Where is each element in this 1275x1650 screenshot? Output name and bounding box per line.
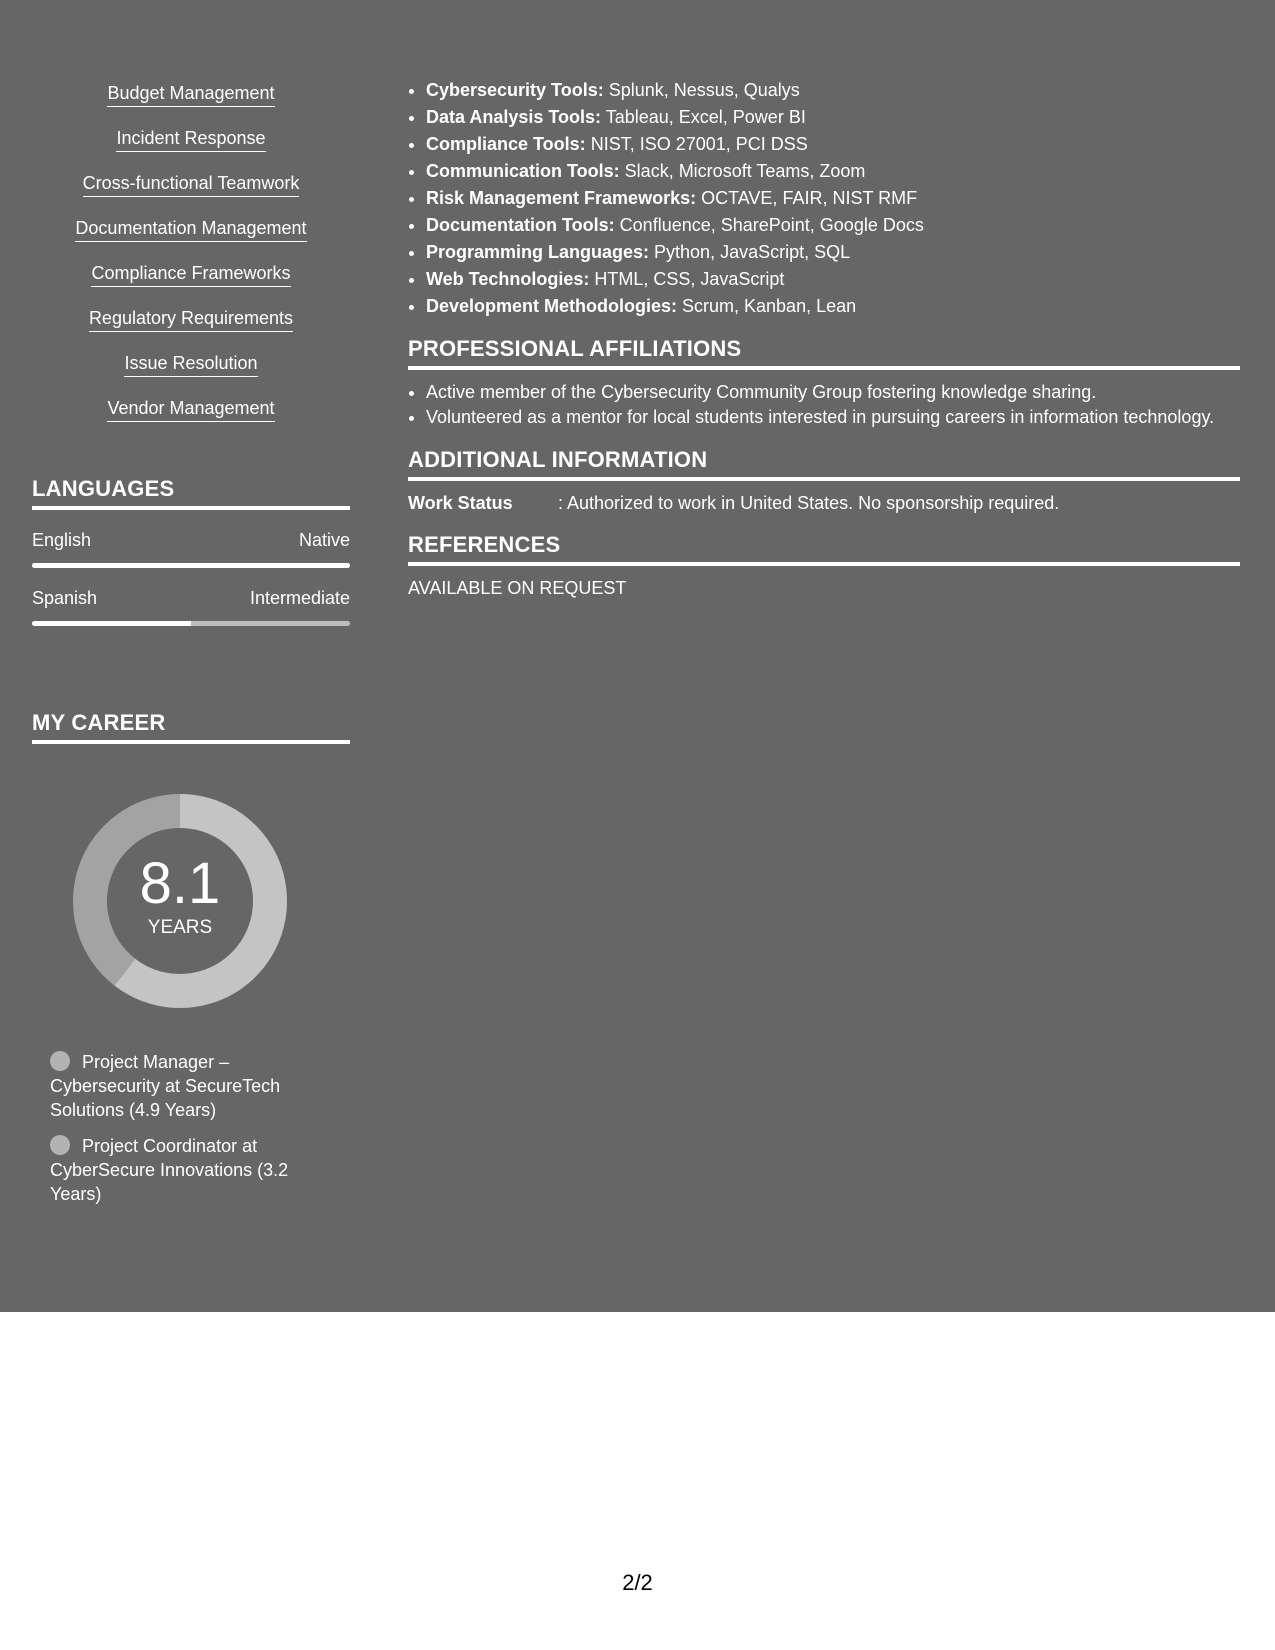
tool-label: Development Methodologies: (426, 296, 678, 316)
tool-value: Scrum, Kanban, Lean (677, 296, 857, 316)
skill-item (32, 352, 350, 397)
career-total-value: 8.1 (139, 851, 221, 916)
skill-item (32, 82, 350, 127)
tool-item (426, 105, 1240, 129)
tool-label: Programming Languages: (426, 242, 650, 262)
skill-label: Budget Management (107, 82, 274, 107)
work-status-label: Work Status (408, 493, 513, 513)
tool-value: Python, JavaScript, SQL (649, 242, 851, 262)
tool-value: Splunk, Nessus, Qualys (603, 80, 800, 100)
tool-item (426, 186, 1240, 210)
career-donut-chart (65, 786, 295, 1016)
language-name: Spanish (32, 588, 98, 608)
skills-list (32, 82, 350, 442)
skill-item (32, 307, 350, 352)
language-spanish (32, 588, 350, 626)
tool-value: Tableau, Excel, Power BI (601, 107, 806, 127)
career-legend (50, 1050, 310, 1206)
language-english (32, 530, 350, 568)
references-text: AVAILABLE ON REQUEST (408, 578, 627, 598)
tool-item (426, 294, 1240, 318)
skill-label: Cross-functional Teamwork (83, 172, 300, 197)
tool-label: Web Technologies: (426, 269, 590, 289)
language-proficiency-bar (32, 621, 350, 626)
tool-label: Documentation Tools: (426, 215, 615, 235)
work-status-row (408, 493, 1240, 514)
language-name: English (32, 530, 92, 550)
tool-item (426, 213, 1240, 237)
left-column (32, 82, 350, 1218)
language-level: Intermediate (249, 588, 350, 608)
affiliations-heading: PROFESSIONAL AFFILIATIONS (408, 336, 1240, 370)
tool-item (426, 132, 1240, 156)
skill-item (32, 217, 350, 262)
tool-label: Data Analysis Tools: (426, 107, 602, 127)
skill-label: Compliance Frameworks (91, 262, 290, 287)
tool-label: Communication Tools: (426, 161, 620, 181)
language-proficiency-fill (32, 621, 191, 626)
skill-label: Documentation Management (75, 217, 306, 242)
tool-value: OCTAVE, FAIR, NIST RMF (696, 188, 918, 208)
page-number: 2/2 (622, 1570, 653, 1595)
work-status-value: : Authorized to work in United States. No sponsorship required. (558, 493, 1060, 513)
skill-label: Incident Response (116, 127, 265, 152)
languages-heading: LANGUAGES (32, 476, 350, 510)
career-legend-item (50, 1050, 310, 1122)
career-total-unit: YEARS (147, 917, 213, 938)
skill-item (32, 172, 350, 217)
skill-label: Vendor Management (107, 397, 274, 422)
skill-label: Regulatory Requirements (89, 307, 293, 332)
tool-value: HTML, CSS, JavaScript (589, 269, 785, 289)
additional-info-heading: ADDITIONAL INFORMATION (408, 447, 1240, 481)
affiliation-item: • Active member of the Cybersecurity Community Group fostering knowledge sharing. (426, 380, 1240, 404)
language-level: Native (298, 530, 350, 550)
language-proficiency-fill (32, 563, 350, 568)
skill-label: Issue Resolution (124, 352, 257, 377)
tool-value: NIST, ISO 27001, PCI DSS (585, 134, 808, 154)
tool-label: Risk Management Frameworks: (426, 188, 697, 208)
affiliations-list (408, 380, 1240, 429)
skill-item (32, 397, 350, 442)
career-legend-label: Project Coordinator at CyberSecure Innovations (3.2 Years) (50, 1136, 289, 1204)
tool-item (426, 267, 1240, 291)
skill-item (32, 127, 350, 172)
affiliation-item: • Volunteered as a mentor for local students interested in pursuing careers in information technology. (426, 405, 1240, 429)
tools-list (408, 78, 1240, 318)
tool-label: Compliance Tools: (426, 134, 586, 154)
career-heading: MY CAREER (32, 710, 350, 744)
language-proficiency-bar (32, 563, 350, 568)
tool-value: Slack, Microsoft Teams, Zoom (619, 161, 866, 181)
legend-dot-icon (50, 1051, 70, 1071)
legend-dot-icon (50, 1135, 70, 1155)
references-heading: REFERENCES (408, 532, 1240, 566)
career-legend-item (50, 1134, 310, 1206)
right-column (408, 78, 1240, 599)
tool-item (426, 240, 1240, 264)
tool-value: Confluence, SharePoint, Google Docs (614, 215, 924, 235)
tool-item (426, 159, 1240, 183)
career-legend-label: Project Manager – Cybersecurity at SecureTech Solutions (4.9 Years) (50, 1052, 281, 1120)
skill-item (32, 262, 350, 307)
tool-label: Cybersecurity Tools: (426, 80, 604, 100)
tool-item (426, 78, 1240, 102)
